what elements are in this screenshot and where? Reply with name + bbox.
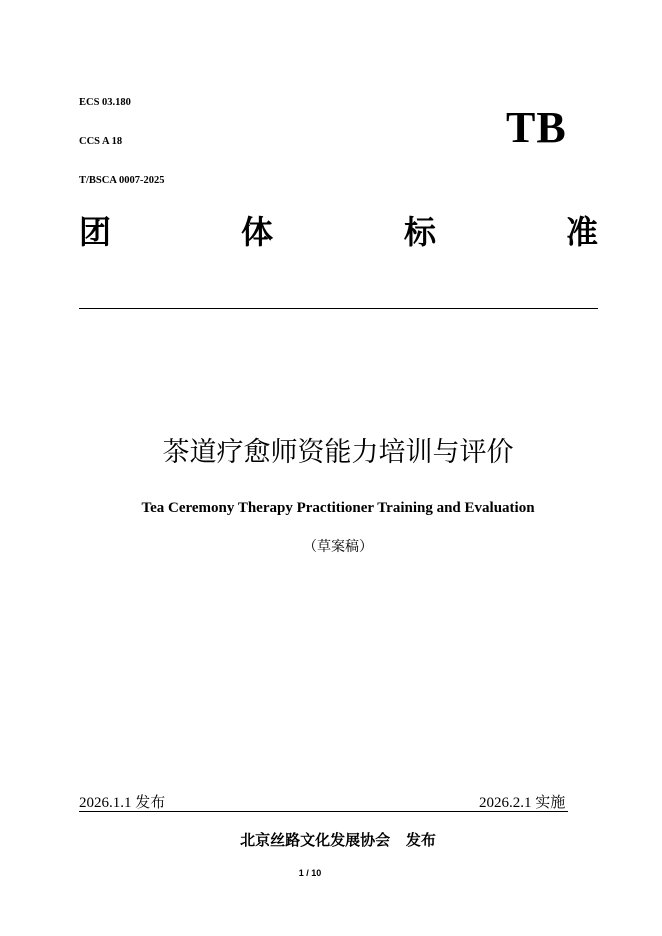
standard-type-char: 体 bbox=[241, 213, 274, 251]
draft-label: （草案稿） bbox=[303, 539, 373, 555]
title-english: Tea Ceremony Therapy Practitioner Training and Evaluation bbox=[141, 500, 535, 516]
title-chinese: 茶道疗愈师资能力培训与评价 bbox=[162, 437, 514, 468]
publish-date: 2026.1.1 发布 bbox=[79, 795, 166, 811]
header-divider bbox=[79, 308, 598, 309]
page-number: 1 / 10 bbox=[298, 868, 322, 878]
ecs-code: ECS 03.180 bbox=[79, 97, 131, 108]
publisher: 北京丝路文化发展协会 发布 bbox=[240, 831, 436, 849]
standard-type-char: 团 bbox=[79, 213, 112, 251]
standard-type-char: 准 bbox=[566, 213, 599, 251]
standard-type-char: 标 bbox=[404, 213, 437, 251]
footer-divider bbox=[79, 811, 568, 812]
ccs-code: CCS A 18 bbox=[79, 136, 123, 147]
effective-date: 2026.2.1 实施 bbox=[479, 795, 566, 811]
standard-number: T/BSCA 0007-2025 bbox=[79, 175, 165, 186]
standard-mark: TB bbox=[506, 103, 567, 152]
